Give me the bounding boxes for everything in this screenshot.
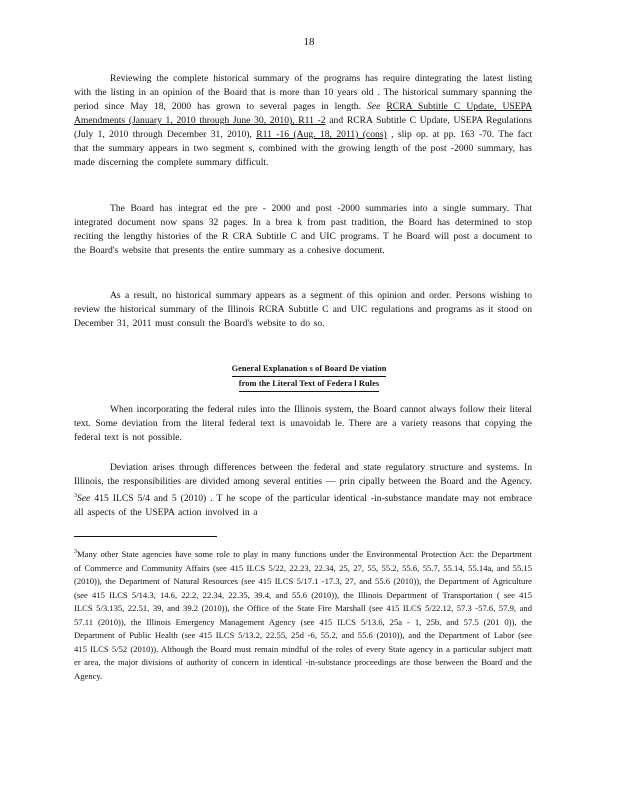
page-number: 18: [303, 36, 315, 48]
citation-text: and RCRA Subtitle C Update, USEPA Regulations (July 1, 2010 through December 31, 2010),: [74, 115, 533, 140]
paragraph-text: 415 ILCS 5/4 and 5 (2010) . T he scope of the particular identical -in-substance mandate may not embrace all aspects of the USEPA action involved in a: [74, 493, 532, 519]
footnote: [74, 548, 532, 683]
paragraph-incorporating-rules: [74, 403, 532, 445]
paragraph-text: The Board has integrat ed the pre - 2000 and post -2000 summaries into a single summary. That integrated document now spans 32 pages. In a brea k from past tradition, the Board has determined to stop reciting the lengthy histories of the R CRA Subtitle C and UIC programs. T he Board will post a document to the Board's website that presents the entire summary as a cohesive document.: [74, 203, 532, 256]
citation-signal: See: [367, 101, 381, 112]
paragraph-history-review: [74, 72, 532, 170]
paragraph-deviation: [74, 461, 532, 520]
citation-signal: See: [77, 493, 91, 505]
footnote-text: Many other State agencies have some role to play in many functions under the Environmental Protection Act: the Department of Commerce and Community Affairs (see 415 ILCS 5/22, 22.23, 22.34, 25, 27, 55, 55.2, 55.6, 55.7, 55.14, 55.14a, and 55.15 (2010)), the Department of Natural Resources (see 415 ILCS 5/17.1 -17.3, 27, and 55.6 (2010)), the Department of Agriculture (see 415 ILCS 5/14.3, 14.6, 22.2, 22.34, 22.35, 39.4, and 55.6 (2010)), the Illinois Department of Transportation ( see 415 ILCS 5/3.135, 22.51, 39, and 39.2 (2010)), the Office of the State Fire Marshall (see 415 ILCS 5/22.12, 57.3 -57.6, 57.9, and 57.11 (2010)), the Illinois Emergency Management Agency (see 415 ILCS 5/13.6, 25a - 1, 25b, and 57.5 (201 0)), the Department of Public Health (see 415 ILCS 5/13.2, 22.55, 25d -6, 55.2, and 55.6 (2010)), and the Department of Labor (see 415 ILCS 5/52 (2010)). Although the Board must remain mindful of the roles of every State agency in a particular subject matt er area, the major divisions of authority of concern in identical -in-substance proceedings are those between the Board and the Agency.: [74, 549, 532, 681]
footnote-divider: [74, 536, 217, 537]
paragraph-no-history: [74, 289, 532, 331]
paragraph-text: , slip op. at pp. 163 -70. The fact that the summary appears in two segment s, combined with the growing length of the post -2000 summary, has made discerning the complete summary difficult.: [74, 129, 533, 168]
section-heading: [0, 362, 618, 392]
paragraph-text: When incorporating the federal rules into the Illinois system, the Board cannot always follow their literal text. Some deviation from the literal federal text is unavoidab le. There are a variety reasons that copying the federal text is not possible.: [74, 404, 532, 443]
footnote-marker: 3: [74, 549, 77, 556]
footnote-reference: 3: [74, 493, 77, 499]
paragraph-text: Deviation arises through differences between the federal and state regulatory structure and systems. In Illinois, the responsibilities are divided among several entities — prin cipally between the Board and the Agency.: [74, 462, 532, 487]
paragraph-text: As a result, no historical summary appears as a segment of this opinion and order. Persons wishing to review the historical summary of the Illinois RCRA Subtitle C and UIC regulations and programs as it stood on December 31, 2011 must consult the Board's website to do so.: [74, 290, 532, 329]
section-heading-line: General Explanation s of Board De viation: [232, 362, 387, 377]
citation-underlined: R11 -16 (Aug. 18, 2011) (cons): [256, 129, 387, 140]
paragraph-integrated-summary: [74, 202, 532, 258]
citation-underlined: RCRA Subtitle C Update, USEPA Amendments (January 1, 2010 through June 30, 2010), R11 -2: [74, 101, 532, 126]
paragraph-text: Reviewing the complete historical summary of the programs has require dintegrating the latest listing with the listing in an opinion of the Board that is more than 10 years old . The historical summary spanning the period since May 18, 2000 has grown to several pages in length.: [74, 73, 532, 112]
section-heading-line: from the Literal Text of Federa l Rules: [239, 377, 379, 392]
